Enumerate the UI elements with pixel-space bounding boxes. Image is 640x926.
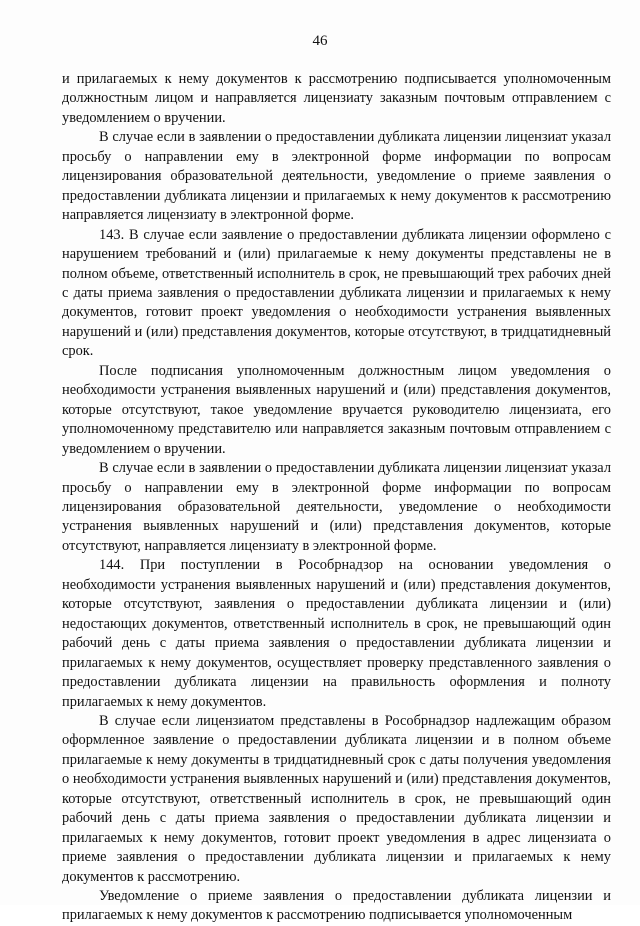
paragraph-thirty-day-submission: В случае если лицензиатом представлены в Рособрнадзор надлежащим образом оформленное заявление о предоставлении дубликата лицензии и в полном объеме прилагаемые к нему документы в тридцатидневный срок с даты получения уведомления о необходимости устранения выявленных нарушений и (или) представления документов, которые отсутствуют, ответственный исполнитель в срок, не превышающий один рабочий день с даты приема заявления о предоставлении дубликата лицензии и прилагаемых к нему документов, готовит проект уведомления в адрес лицензиата о приеме заявления о предоставлении дубликата лицензии и прилагаемых к нему документов к рассмотрению. xyxy=(62,712,611,885)
paragraph-continued: и прилагаемых к нему документов к рассмотрению подписывается уполномоченным должностным лицом и направляется лицензиату заказным почтовым отправлением с уведомлением о вручении. xyxy=(62,71,611,126)
paragraph-143: 143. В случае если заявление о предоставлении дубликата лицензии оформлено с нарушением требований и (или) прилагаемые к нему документы представлены не в полном объеме, ответственный исполнитель в срок, не превышающий трех рабочих дней с даты приема заявления о предоставлении дубликата лицензии и прилагаемых к нему документов, готовит проект уведомления о необходимости устранения выявленных нарушений и (или) представления документов, которые отсутствуют, в тридцатидневный срок. xyxy=(62,226,611,360)
page-number: 46 xyxy=(312,33,328,49)
paragraph-after-signing: После подписания уполномоченным должностным лицом уведомления о необходимости устранения выявленных нарушений и (или) представления документов, которые отсутствуют, такое уведомление вручается руководителю лицензиата, его уполномоченному представителю или направляется заказным почтовым отправлением с уведомлением о вручении. xyxy=(62,362,611,457)
document-body xyxy=(62,70,611,926)
paragraph-electronic-notice-acceptance: В случае если в заявлении о предоставлении дубликата лицензии лицензиат указал просьбу о направлении ему в электронной форме информации по вопросам лицензирования образовательной деятельности, уведомление о приеме заявления о предоставлении дубликата лицензии и прилагаемых к нему документов к рассмотрению направляется лицензиату в электронной форме. xyxy=(62,129,611,224)
paragraph-144: 144. При поступлении в Рособрнадзор на основании уведомления о необходимости устранения выявленных нарушений и (или) представления документов, которые отсутствуют, заявления о предоставлении дубликата лицензии и (или) недостающих документов, ответственный исполнитель в срок, не превышающий один рабочий день с даты приема заявления о предоставлении дубликата лицензии и прилагаемых к нему документов, осуществляет проверку представленного заявления о предоставлении дубликата лицензии на правильность оформления и полноту прилагаемых к нему документов. xyxy=(62,557,611,710)
paragraph-acceptance-notice-signing: Уведомление о приеме заявления о предоставлении дубликата лицензии и прилагаемых к нему документов к рассмотрению подписывается уполномоченным xyxy=(62,888,611,924)
paragraph-electronic-notice-violations: В случае если в заявлении о предоставлении дубликата лицензии лицензиат указал просьбу о направлении ему в электронной форме информации по вопросам лицензирования образовательной деятельности, уведомление о необходимости устранения выявленных нарушений и (или) представления документов, которые отсутствуют, направляется лицензиату в электронной форме. xyxy=(62,460,611,554)
